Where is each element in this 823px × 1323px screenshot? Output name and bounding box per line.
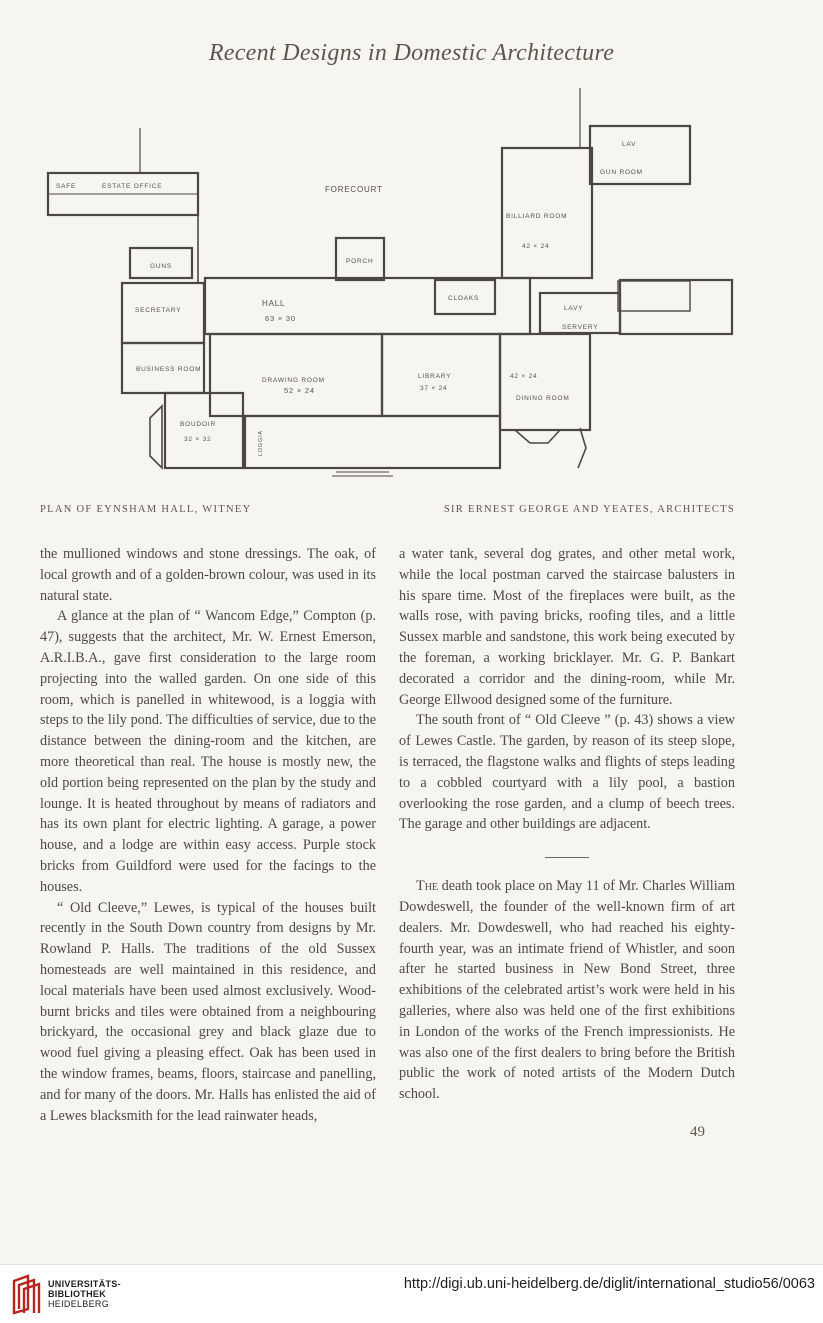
plan-wall-east bbox=[620, 280, 732, 334]
library-name bbox=[48, 1279, 121, 1309]
library-logo-icon bbox=[8, 1273, 44, 1317]
paragraph: “ Old Cleeve,” Lewes, is typical of the houses built recently in the South Down country from designs by Mr. Rowland P. Halls. The traditions of the old Sussex homesteads are well maintained in this residence, and local materials have been used almost exclusively. Wood-burnt bricks and tiles were obtained from a neighbouring brickyard, the occasional grey and black glaze due to wood fuel giving a pleasing effect. Oak has been used in the window frames, beams, floors, staircase and panelling, and for many of the doors. Mr. Halls has enlisted the aid of a Lewes blacksmith for the lead rainwater heads, bbox=[40, 899, 376, 1124]
plan-label-boudoir-size: 32 × 32 bbox=[184, 436, 212, 443]
plan-bay-window bbox=[150, 406, 162, 468]
plan-label-cloaks: CLOAKS bbox=[448, 295, 480, 302]
paragraph: the mullioned windows and stone dressings. The oak, of local growth and of a golden-brown colour, was used in its natural state. bbox=[40, 546, 376, 604]
source-url[interactable]: http://digi.ub.uni-heidelberg.de/diglit/international_studio56/0063 bbox=[403, 1276, 815, 1292]
plan-caption: PLAN OF EYNSHAM HALL, WITNEY bbox=[40, 504, 252, 515]
plan-label-drawing-size: 52 × 24 bbox=[284, 386, 315, 395]
plan-wall-hall bbox=[205, 278, 530, 334]
lead-word: The bbox=[416, 878, 439, 895]
plan-label-business: BUSINESS ROOM bbox=[136, 366, 202, 373]
plan-label-guns: GUNS bbox=[150, 263, 172, 270]
library-name-line: HEIDELBERG bbox=[48, 1299, 110, 1309]
plan-label-dining-room: DINING ROOM bbox=[516, 395, 570, 402]
text-column-left bbox=[40, 544, 376, 1126]
paragraph: a water tank, several dog grates, and other metal work, while the local postman carved the staircase balusters in his spare time. Most of the fireplaces were built, as the walls rose, with paving bricks, roofing tiles, and a little Sussex marble and sandstone, this work being executed by the foreman, a working bricklayer. Mr. G. P. Bankart decorated a corridor and the dining-room, while Mr. George Ellwood designed some of the furniture. bbox=[399, 546, 735, 708]
section-divider bbox=[545, 857, 589, 858]
plan-bay-window bbox=[515, 430, 560, 443]
plan-label-estate-office: ESTATE OFFICE bbox=[102, 183, 163, 190]
paragraph: The south front of “ Old Cleeve ” (p. 43) shows a view of Lewes Castle. The garden, by reason of its steep slope, is terraced, the flagstone walks and flights of steps leading to a cobbled courtyard with a lily pool, a bastion overlooking the rose garden, and a clump of beech trees. The garage and other buildings are adjacent. bbox=[399, 712, 735, 833]
paragraph-text: death took place on May 11 of Mr. Charles William Dowdeswell, the founder of the well-known firm of art dealers. Mr. Dowdeswell, who had reached his eighty-fourth year, was an intimate friend of Whistler, and soon after he started business in New Bond Street, three exhibitions of the celebrated artist’s work were held in his galleries, where also was held one of the first exhibitions in London of the works of the French impressionists. He was also one of the first dealers to bring before the British public the work of noted artists of the Modern Dutch school. bbox=[399, 878, 735, 1103]
plan-label-hall: HALL bbox=[262, 299, 286, 308]
floor-plan-drawing bbox=[40, 88, 740, 488]
plan-wall-boudoir bbox=[165, 393, 243, 468]
plan-label-lav: LAV bbox=[622, 141, 637, 148]
plan-label-lavy: LAVY bbox=[564, 305, 584, 312]
plan-wall-drawing bbox=[210, 334, 382, 416]
plan-label-boudoir: BOUDOIR bbox=[180, 421, 216, 428]
running-title: Recent Designs in Domestic Architecture bbox=[208, 40, 615, 66]
text-column-right bbox=[399, 544, 735, 1105]
plan-wall-loggia bbox=[245, 416, 500, 468]
plan-label-loggia: LOGGIA bbox=[258, 430, 264, 456]
plan-label-library: LIBRARY bbox=[418, 373, 452, 380]
library-name-line: UNIVERSITÄTS- bbox=[48, 1279, 121, 1289]
plan-label-billiard: BILLIARD ROOM bbox=[506, 213, 568, 220]
plan-label-gun-room: GUN ROOM bbox=[600, 169, 643, 176]
plan-wall-east-court bbox=[618, 281, 690, 311]
plan-label-forecourt: FORECOURT bbox=[325, 185, 383, 194]
plan-label-billiard-size: 42 × 24 bbox=[522, 243, 550, 250]
plan-label-safe: SAFE bbox=[56, 183, 77, 190]
paragraph bbox=[399, 876, 735, 1105]
plan-wall-dining bbox=[500, 334, 590, 430]
paragraph: A glance at the plan of “ Wancom Edge,” Compton (p. 47), suggests that the architect, Mr. W. Ernest Emerson, A.R.I.B.A., gave first consideration to the large room projecting into the walled garden. On one side of this room, which is panelled in whitewood, is a loggia with steps to the lily pond. The difficulties of service, due to the distance between the dining-room and the kitchen, are more theoretical than real. The house is mostly new, the old portion being represented on the plan by the study and lounge. It is heated throughout by means of radiators and has its own plant for electric lighting. A garage, a power house, and a lodge are within easy access. Purple stock bricks from Guildford were used for the facings to the houses. bbox=[40, 608, 376, 895]
library-name-line: BIBLIOTHEK bbox=[48, 1289, 106, 1299]
plan-label-dining-size: 42 × 24 bbox=[510, 373, 538, 380]
plan-label-drawing-room: DRAWING ROOM bbox=[262, 377, 325, 384]
plan-label-porch: PORCH bbox=[346, 258, 374, 265]
plan-label-hall-size: 63 × 30 bbox=[265, 314, 296, 323]
plan-label-servery: SERVERY bbox=[562, 324, 599, 331]
page-number: 49 bbox=[690, 1124, 705, 1140]
floor-plan bbox=[40, 88, 740, 488]
plan-label-library-size: 37 × 24 bbox=[420, 385, 448, 392]
architect-credit: SIR ERNEST GEORGE AND YEATES, ARCHITECTS bbox=[443, 504, 735, 515]
plan-label-secretary: SECRETARY bbox=[135, 307, 182, 314]
plan-bay-window bbox=[578, 428, 586, 468]
footer-bar bbox=[0, 1264, 823, 1323]
